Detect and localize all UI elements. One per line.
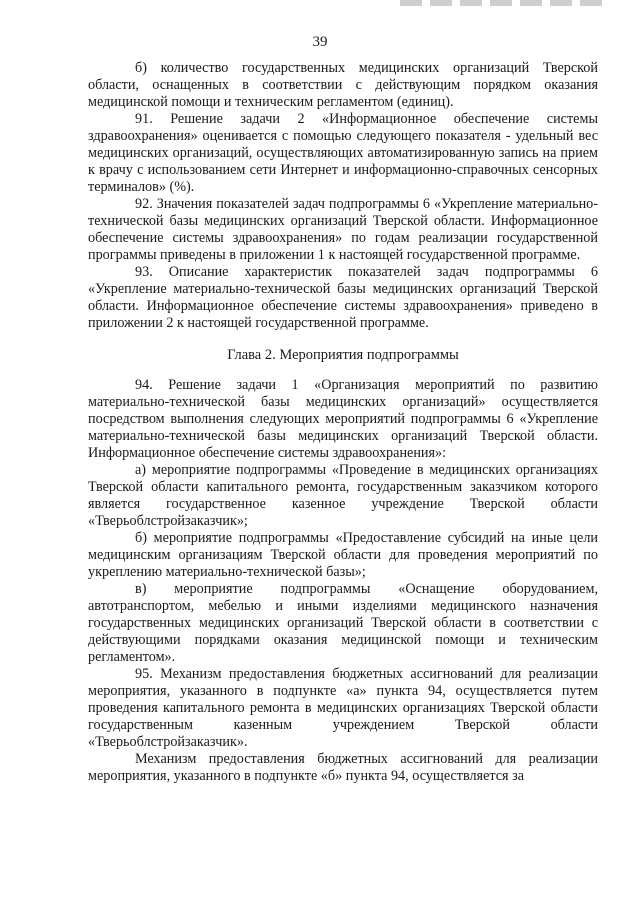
paragraph-94: 94. Решение задачи 1 «Организация мероприятий по развитию материально-технической базы медицинских организаций» осуществляется посредством выполнения следующих мероприятий подпрограммы 6 «Укрепление материально-технической базы медицинских организаций Тверской области. Информационное обеспечение системы здравоохранения»: (88, 377, 598, 461)
paragraph-mechanism: Механизм предоставления бюджетных ассигнований для реализации мероприятия, указанного в подпункте «б» пункта 94, осуществляется за (88, 751, 598, 784)
paragraph-92: 92. Значения показателей задач подпрограммы 6 «Укрепление материально-технической базы медицинских организаций Тверской области. Информационное обеспечение системы здравоохранения» по годам реализации государственной программы приведены в приложении 1 к настоящей государственной программе. (88, 196, 598, 263)
document-body (88, 60, 598, 785)
paragraph-94-b: б) мероприятие подпрограммы «Предоставление субсидий на иные цели медицинским организациям Тверской области для проведения мероприятий по укреплению материально-технической базы»; (88, 530, 598, 580)
scan-header-artifact (400, 0, 610, 6)
paragraph-91: 91. Решение задачи 2 «Информационное обеспечение системы здравоохранения» оценивается с помощью следующего показателя - удельный вес медицинских организаций, осуществляющих автоматизированную запись на прием к врачу с использованием сети Интернет и информационно-справочных сенсорных терминалов» (%). (88, 111, 598, 195)
page-number: 39 (312, 34, 328, 50)
paragraph-95: 95. Механизм предоставления бюджетных ассигнований для реализации мероприятия, указанного в подпункте «а» пункта 94, осуществляется путем проведения капитального ремонта в медицинских организациях Тверской области государственным казенным учреждением Тверской области «Тверьоблстройзаказчик». (88, 666, 598, 750)
paragraph-b-quantity: б) количество государственных медицинских организаций Тверской области, оснащенных в соответствии с действующим порядком оказания медицинской помощи и техническим регламентом (единиц). (88, 60, 598, 110)
paragraph-94-v: в) мероприятие подпрограммы «Оснащение оборудованием, автотранспортом, мебелью и иными изделиями медицинского назначения государственных медицинских организаций Тверской области в соответствии с действующими порядками оказания медицинской помощи и техническим регламентом». (88, 581, 598, 665)
chapter-heading: Глава 2. Мероприятия подпрограммы (227, 347, 459, 363)
paragraph-93: 93. Описание характеристик показателей задач подпрограммы 6 «Укрепление материально-технической базы медицинских организаций Тверской области. Информационное обеспечение системы здравоохранения» приведено в приложении 2 к настоящей государственной программе. (88, 264, 598, 331)
paragraph-94-a: а) мероприятие подпрограммы «Проведение в медицинских организациях Тверской области капитального ремонта, государственным заказчиком которого является государственное казенное учреждение Тверской области «Тверьоблстройзаказчик»; (88, 462, 598, 529)
